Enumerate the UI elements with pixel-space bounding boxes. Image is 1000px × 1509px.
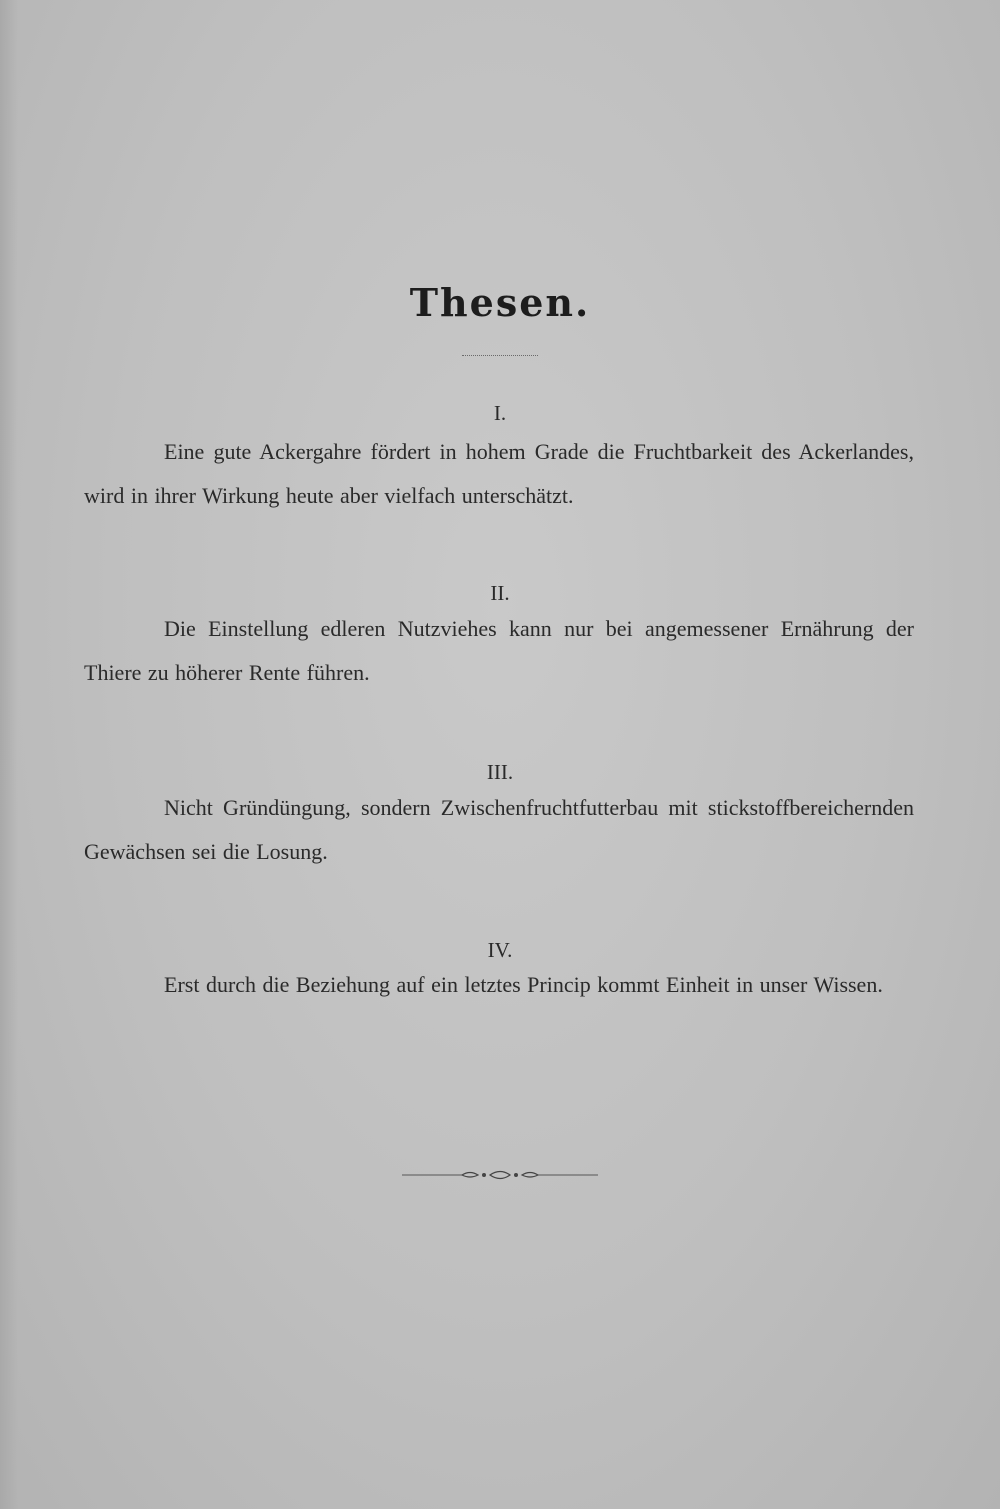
ornament-divider-icon xyxy=(400,1165,600,1185)
thesis-numeral-3: III. xyxy=(486,760,514,784)
page-edge-shadow xyxy=(0,0,18,1509)
title-divider xyxy=(462,355,538,356)
page-title: Thesen. xyxy=(409,280,591,325)
thesis-text-3: Nicht Gründüngung, sondern Zwischenfruchtfutterbau mit stickstoffbereichernden Gewächsen sei die Losung. xyxy=(84,795,914,864)
thesis-text-1: Eine gute Ackergahre fördert in hohem Grade die Fruchtbarkeit des Ackerlandes, wird in ihrer Wirkung heute aber vielfach unterschätzt. xyxy=(84,439,914,508)
thesis-text-4: Erst durch die Beziehung auf ein letztes Princip kommt Einheit in unser Wissen. xyxy=(164,972,883,997)
thesis-numeral-1: I. xyxy=(493,401,507,425)
thesis-text-2: Die Einstellung edleren Nutzviehes kann nur bei angemessener Ernährung der Thiere zu höherer Rente führen. xyxy=(84,616,914,685)
thesis-numeral-4: IV. xyxy=(487,938,513,962)
thesis-numeral-2: II. xyxy=(490,581,510,605)
